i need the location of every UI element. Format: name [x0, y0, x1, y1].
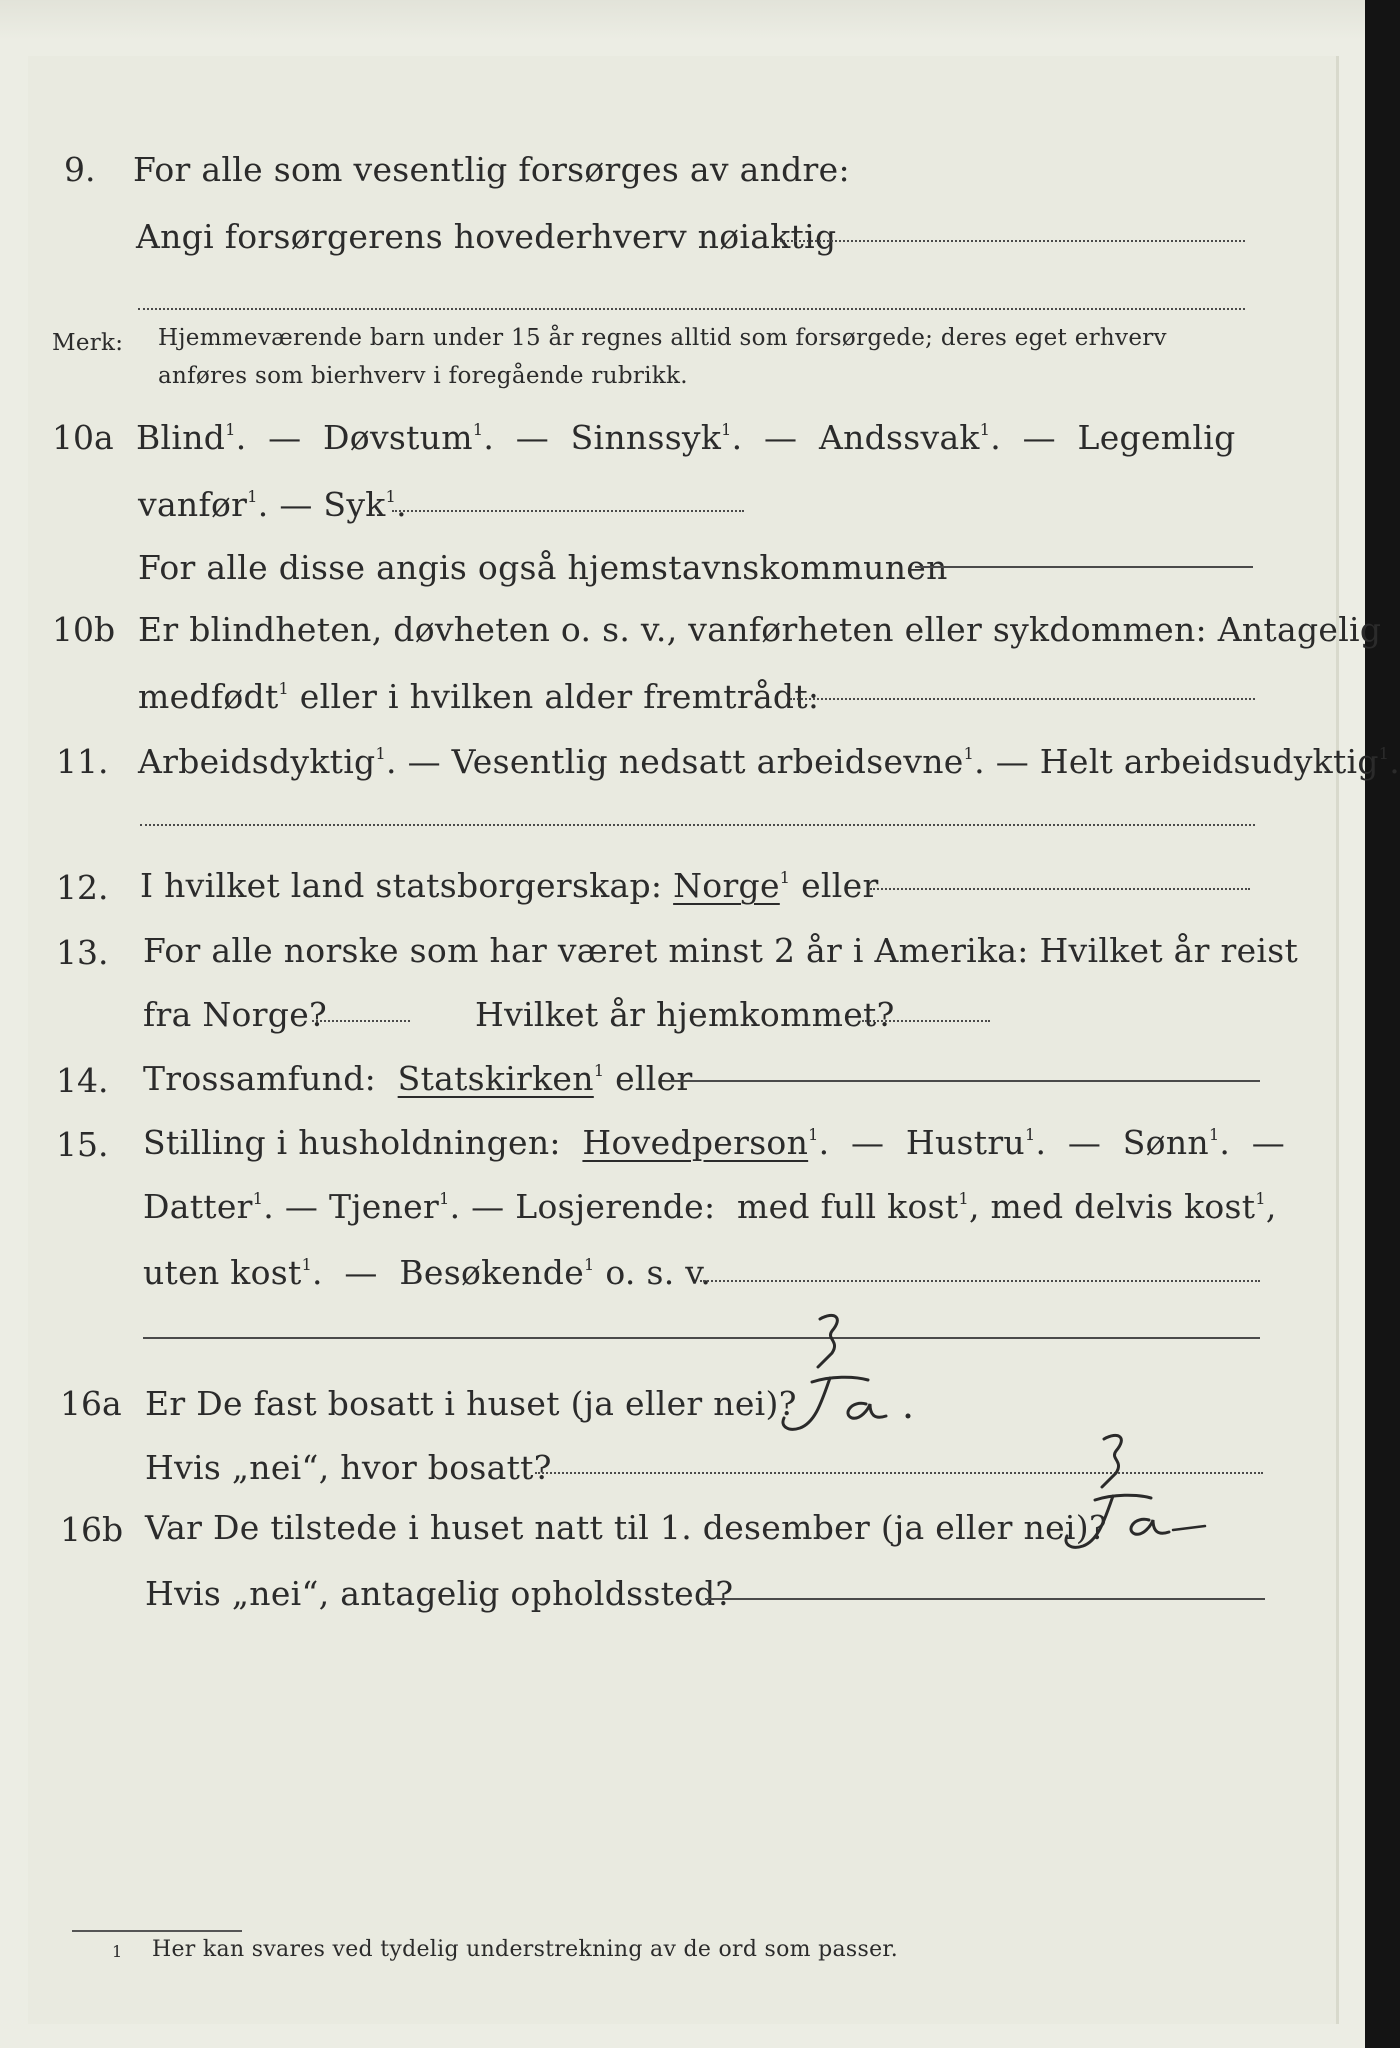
q13-hjem: Hvilket år hjemkommet? [475, 995, 895, 1034]
q14-text: Trossamfund: [143, 1059, 377, 1098]
footnote-ref: 1 [225, 420, 236, 439]
dash: — [995, 742, 1029, 781]
q16b-number: 16b [60, 1510, 124, 1549]
q14-answer-line [665, 1080, 1260, 1082]
footnote-ref: 1 [593, 1061, 605, 1080]
opt-udyktig: Helt arbeidsudyktig [1039, 742, 1379, 781]
footnote-ref: 1 [278, 679, 289, 698]
opt-delvis-kost: med delvis kost [990, 1187, 1256, 1226]
dash: — [471, 1187, 505, 1226]
opt-arbeidsdyktig: Arbeidsdyktig [138, 742, 376, 781]
q13-number: 13. [56, 933, 109, 972]
footnote-mark: 1 [112, 1942, 123, 1961]
q12-number: 12. [56, 868, 109, 907]
merk-label: Merk: [52, 330, 124, 356]
q9-line2: Angi forsørgerens hovederhverv nøiaktig [136, 217, 837, 256]
q9-answer-line [780, 240, 1245, 242]
q11-number: 11. [56, 742, 109, 781]
dash: — [284, 1187, 319, 1226]
opt-syk: Syk [323, 485, 386, 524]
footnote-ref: 1 [963, 744, 975, 763]
q14-line [143, 1059, 693, 1098]
dash: — [851, 1123, 885, 1162]
opt-blind: Blind [136, 418, 226, 457]
q10b-line2-rest: eller i hvilken alder fremtrådt: [299, 677, 820, 716]
q16b-handwritten-answer [1055, 1490, 1225, 1560]
opt-dovstum: Døvstum [323, 418, 473, 457]
opt-hustru: Hustru [905, 1123, 1025, 1162]
q13-fra-answer-line [312, 1020, 410, 1022]
dash: — [515, 418, 549, 457]
q13-fra: fra Norge? [143, 995, 328, 1034]
merk-line2: anføres som bierhverv i foregående rubrikk. [158, 363, 688, 389]
scan-top-edge [0, 0, 1365, 40]
q15-osv: o. s. v. [605, 1253, 712, 1292]
q15-answer-line [700, 1280, 1260, 1282]
opt-nedsatt: Vesentlig nedsatt arbeidsevne [451, 742, 964, 781]
q16b-line2: Hvis „nei“, antagelig opholdssted? [145, 1574, 734, 1613]
q9-line1: For alle som vesentlig forsørges av andre: [133, 150, 850, 189]
opt-norge-underlined: Norge [673, 866, 780, 905]
q16a-number: 16a [60, 1384, 122, 1423]
q15-line1: Stilling i husholdningen: Hovedperson$^1$. — Hustru$^1$. — Sønn$^1$. — [143, 1123, 1286, 1162]
q10b-number: 10b [52, 610, 116, 649]
footnote-ref: 1 [1208, 1125, 1220, 1144]
footnote-ref: 1 [979, 420, 991, 439]
footnote-ref: 1 [958, 1189, 969, 1208]
q11-line: Arbeidsdyktig$^1$. — Vesentlig nedsatt arbeidsevne$^1$. — Helt arbeidsudyktig$^1$. [138, 742, 1400, 781]
footnote-ref: 1 [808, 1125, 819, 1144]
footnote-ref: 1 [584, 1255, 595, 1274]
merk-line1: Hjemmeværende barn under 15 år regnes alltid som forsørgede; deres eget erhverv [158, 325, 1167, 351]
footnote-ref: 1 [472, 420, 484, 439]
footnote-ref: 1 [439, 1189, 450, 1208]
opt-sinnssyk: Sinnssyk [570, 418, 722, 457]
paper-sheet [28, 56, 1339, 2024]
q9-number: 9. [64, 150, 96, 189]
opt-datter: Datter [143, 1187, 253, 1226]
q10b-answer-line [790, 698, 1255, 700]
q15-number: 15. [56, 1125, 109, 1164]
q15-text: Stilling i husholdningen: [143, 1123, 561, 1162]
q13-hjem-answer-line [862, 1020, 990, 1022]
q16b-line1: Var De tilstede i huset natt til 1. desember (ja eller nei)? [145, 1508, 1107, 1547]
dash: — [279, 485, 313, 524]
opt-andssvak: Andssvak [818, 418, 980, 457]
q15-answer-line-2 [143, 1337, 1260, 1339]
q12-eller: eller [801, 866, 879, 905]
q16a-line1: Er De fast bosatt i huset (ja eller nei)? [145, 1384, 797, 1423]
footnote-ref: 1 [1255, 1189, 1266, 1208]
q10a-number: 10a [52, 418, 114, 457]
footnote-rule [72, 1930, 242, 1932]
opt-losjerende: Losjerende: [515, 1187, 716, 1226]
q16a-handwritten-answer [770, 1370, 930, 1440]
q11-answer-line [140, 824, 1255, 826]
dash: — [1251, 1123, 1286, 1162]
q13-line1: For alle norske som har været minst 2 år i Amerika: Hvilket år reist [143, 931, 1299, 970]
q16a-line2: Hvis „nei“, hvor bosatt? [145, 1448, 552, 1487]
q16b-answer-line [705, 1598, 1265, 1600]
q10a-line1: Blind$^1$. — Døvstum$^1$. — Sinnssyk$^1$. — Andssvak$^1$. — Legemlig [136, 418, 1236, 457]
footnote-ref: 1 [375, 744, 386, 763]
q10b-line2 [138, 677, 819, 716]
q9-answer-line-2 [138, 308, 1245, 310]
q10a-answer-line [392, 510, 744, 512]
dash: — [268, 418, 302, 457]
dash: — [407, 742, 441, 781]
opt-legemlig: Legemlig [1077, 418, 1236, 457]
q15-line3: uten kost$^1$. — Besøkende$^1$ o. s. v. [143, 1253, 712, 1292]
dash: — [1022, 418, 1056, 457]
q15-line2: Datter$^1$. — Tjener$^1$. — Losjerende: med full kost$^1$, med delvis kost$^1$, [143, 1187, 1277, 1226]
q14-number: 14. [56, 1061, 109, 1100]
q10a-line2: vanfør$^1$. — Syk$^1$. [138, 485, 407, 524]
dash: — [764, 418, 798, 457]
opt-medfodt: medfødt [138, 677, 279, 716]
q12-text: I hvilket land statsborgerskap: [140, 866, 663, 905]
opt-vanfor: vanfør [138, 485, 248, 524]
opt-full-kost: med full kost [736, 1187, 959, 1226]
footnote-ref: 1 [301, 1255, 313, 1274]
opt-sonn: Sønn [1122, 1123, 1209, 1162]
opt-tjener: Tjener [328, 1187, 440, 1226]
footnote-ref: 1 [1024, 1125, 1036, 1144]
q10a-answer-line-2 [915, 566, 1253, 568]
dash: — [344, 1253, 378, 1292]
dash: — [1067, 1123, 1102, 1162]
footnote-ref: 1 [779, 868, 791, 887]
footnote-ref: 1 [385, 487, 397, 506]
footnote-ref: 1 [247, 487, 258, 506]
q14-eller: eller [615, 1059, 693, 1098]
q12-line [140, 866, 879, 905]
opt-besokende: Besøkende [399, 1253, 585, 1292]
footnote-ref: 1 [721, 420, 732, 439]
opt-statskirken-underlined: Statskirken [397, 1059, 594, 1098]
opt-uten-kost: uten kost [143, 1253, 302, 1292]
q10a-line3: For alle disse angis også hjemstavnskommunen [138, 548, 948, 587]
q10b-line1: Er blindheten, døvheten o. s. v., vanførheten eller sykdommen: Antagelig [138, 610, 1382, 649]
q12-answer-line [870, 888, 1250, 890]
footnote-ref: 1 [1378, 744, 1390, 763]
footnote-ref: 1 [252, 1189, 264, 1208]
footnote-text: Her kan svares ved tydelig understrekning av de ord som passer. [152, 1937, 899, 1962]
opt-hovedperson-underlined: Hovedperson [582, 1123, 809, 1162]
